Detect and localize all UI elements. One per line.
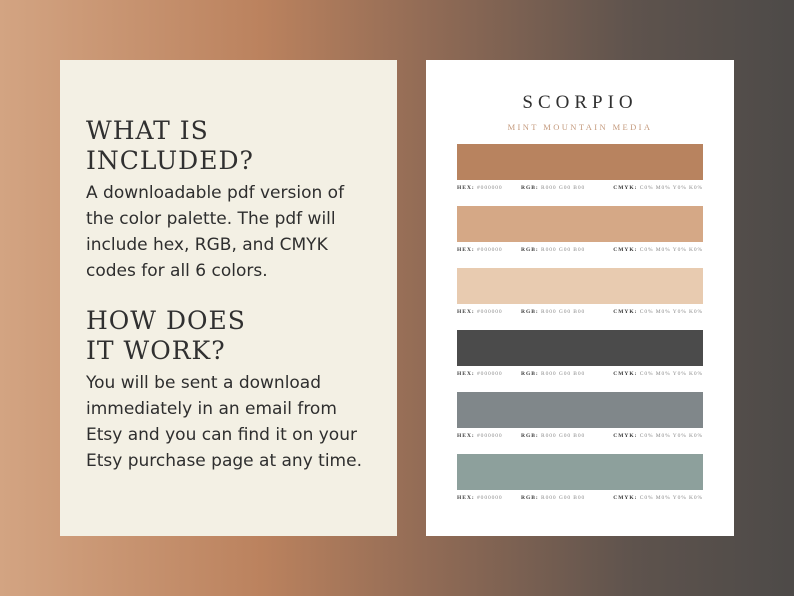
rgb-value: R000 G00 B00 (541, 371, 586, 377)
palette-title: SCORPIO (522, 92, 638, 113)
what-is-included-text: A downloadable pdf version of the color palette. The pdf will include hex, RGB, and CMYK codes for all 6 colors. (86, 183, 345, 281)
hex-value: #000000 (477, 247, 503, 253)
hex-value: #000000 (477, 371, 503, 377)
brand-name: MINT MOUNTAIN MEDIA (507, 122, 653, 132)
hex-label: HEX: (457, 371, 475, 377)
rgb-value: R000 G00 B00 (541, 185, 586, 191)
how-does-it-work-heading: HOW DOES IT WORK? (86, 306, 246, 365)
hex-value: #000000 (477, 309, 503, 315)
cmyk-label: CMYK: (613, 371, 638, 377)
rgb-label: RGB: (521, 185, 539, 191)
rgb-label: RGB: (521, 371, 539, 377)
hex-value: #000000 (477, 495, 503, 501)
hex-label: HEX: (457, 495, 475, 501)
swatch-row (457, 330, 703, 381)
cmyk-value: C0% M0% Y0% K0% (639, 309, 703, 315)
swatch-codes (457, 495, 703, 505)
hex-value: #000000 (477, 433, 503, 439)
swatch-row (457, 268, 703, 319)
color-swatch (457, 268, 703, 304)
swatch-row (457, 144, 703, 195)
how-does-it-work-text: You will be sent a download immediately in an email from Etsy and you can find it on your Etsy purchase page at any time. (86, 373, 362, 471)
swatch-row (457, 206, 703, 257)
cmyk-value: C0% M0% Y0% K0% (639, 433, 703, 439)
rgb-value: R000 G00 B00 (541, 433, 586, 439)
cmyk-label: CMYK: (613, 309, 638, 315)
swatch-codes (457, 309, 703, 319)
info-card (60, 60, 397, 536)
cmyk-label: CMYK: (613, 247, 638, 253)
swatch-codes (457, 247, 703, 257)
swatch-codes (457, 371, 703, 381)
swatch-codes (457, 433, 703, 443)
hex-value: #000000 (477, 185, 503, 191)
color-swatch (457, 392, 703, 428)
rgb-label: RGB: (521, 495, 539, 501)
hex-label: HEX: (457, 309, 475, 315)
color-swatch (457, 206, 703, 242)
rgb-value: R000 G00 B00 (541, 309, 586, 315)
hex-label: HEX: (457, 185, 475, 191)
rgb-value: R000 G00 B00 (541, 247, 586, 253)
what-is-included-heading: WHAT IS INCLUDED? (86, 116, 254, 175)
rgb-label: RGB: (521, 433, 539, 439)
rgb-label: RGB: (521, 309, 539, 315)
cmyk-value: C0% M0% Y0% K0% (639, 495, 703, 501)
color-swatch (457, 454, 703, 490)
swatch-row (457, 392, 703, 443)
cmyk-label: CMYK: (613, 433, 638, 439)
hex-label: HEX: (457, 433, 475, 439)
swatch-row (457, 454, 703, 505)
cmyk-value: C0% M0% Y0% K0% (639, 371, 703, 377)
cmyk-label: CMYK: (613, 495, 638, 501)
color-swatch (457, 330, 703, 366)
cmyk-value: C0% M0% Y0% K0% (639, 185, 703, 191)
cmyk-value: C0% M0% Y0% K0% (639, 247, 703, 253)
palette-card (426, 60, 734, 536)
swatch-codes (457, 185, 703, 195)
rgb-label: RGB: (521, 247, 539, 253)
cmyk-label: CMYK: (613, 185, 638, 191)
hex-label: HEX: (457, 247, 475, 253)
rgb-value: R000 G00 B00 (541, 495, 586, 501)
color-swatch (457, 144, 703, 180)
